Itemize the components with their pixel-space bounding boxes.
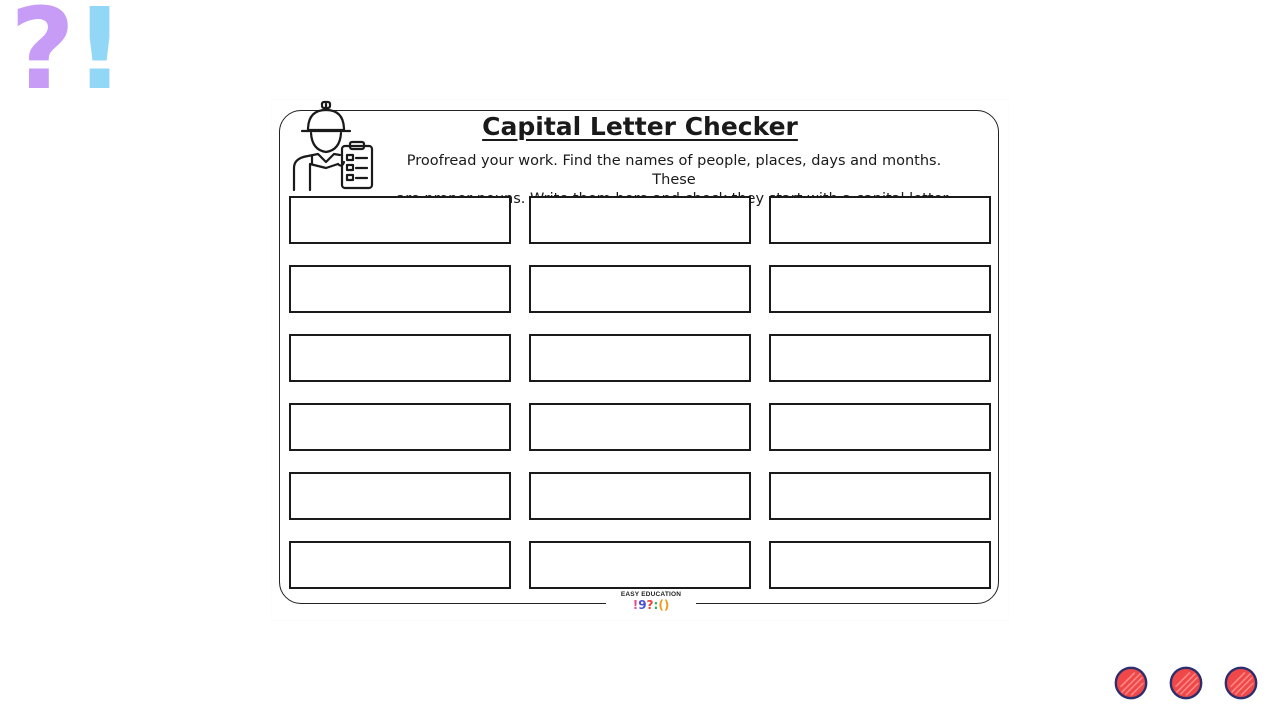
answer-box[interactable] — [529, 403, 751, 451]
question-mark-decoration: ? — [10, 0, 75, 115]
answer-box[interactable] — [769, 403, 991, 451]
answer-box-grid — [289, 196, 993, 589]
instructions-line-1: Proofread your work. Find the names of people, places, days and months. These — [406, 153, 942, 188]
answer-box[interactable] — [289, 541, 511, 589]
answer-box[interactable] — [289, 334, 511, 382]
brand-mark-1: ! — [632, 598, 639, 612]
brand-mark-5: () — [658, 598, 670, 612]
answer-box[interactable] — [529, 541, 751, 589]
worksheet — [272, 100, 1008, 620]
answer-box[interactable] — [769, 334, 991, 382]
answer-box[interactable] — [769, 196, 991, 244]
answer-box[interactable] — [769, 472, 991, 520]
brand-name: EASY EDUCATION — [620, 591, 682, 598]
brand-mark-4: : — [653, 598, 659, 612]
answer-box[interactable] — [529, 334, 751, 382]
answer-box[interactable] — [529, 472, 751, 520]
nav-dot-icon[interactable] — [1167, 664, 1205, 702]
nav-dot-icon[interactable] — [1112, 664, 1150, 702]
brand-mark-2: 9 — [638, 598, 647, 612]
answer-box[interactable] — [289, 196, 511, 244]
brand-marks — [606, 599, 696, 611]
exclamation-mark-decoration: ! — [74, 0, 126, 115]
worksheet-title: Capital Letter Checker — [482, 112, 798, 141]
easy-education-logo — [606, 591, 696, 611]
answer-box[interactable] — [289, 472, 511, 520]
builder-with-clipboard-icon — [282, 100, 374, 192]
answer-box[interactable] — [769, 265, 991, 313]
answer-box[interactable] — [289, 265, 511, 313]
nav-dot-icon[interactable] — [1222, 664, 1260, 702]
brand-mark-3: ? — [646, 598, 654, 612]
slide-navigation — [1112, 664, 1262, 704]
answer-box[interactable] — [289, 403, 511, 451]
answer-box[interactable] — [769, 541, 991, 589]
answer-box[interactable] — [529, 196, 751, 244]
answer-box[interactable] — [529, 265, 751, 313]
